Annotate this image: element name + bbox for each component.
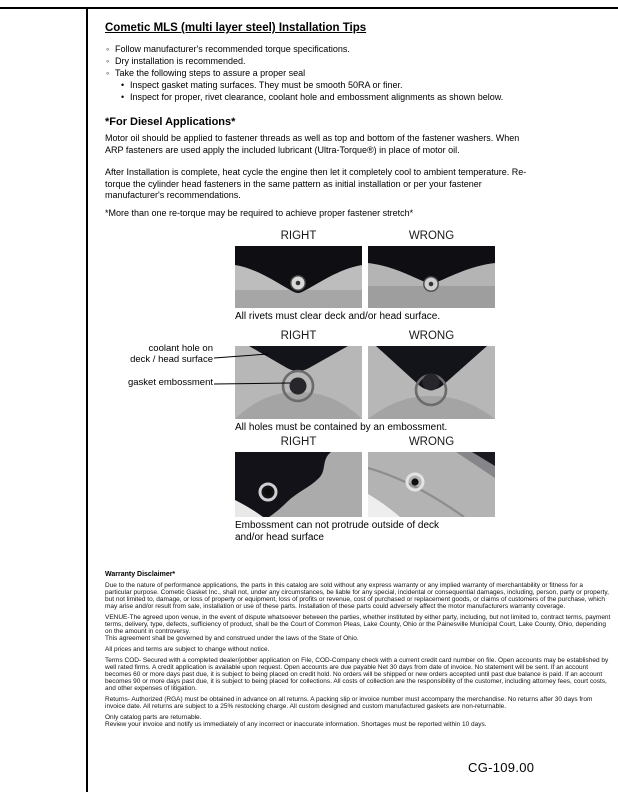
page-top-border xyxy=(0,7,618,9)
warranty-paragraph: All prices and terms are subject to change without notice. xyxy=(105,646,270,653)
rivet-right-cell xyxy=(235,230,362,308)
right-label: RIGHT xyxy=(280,330,317,342)
coolant-hole-callout xyxy=(100,343,213,365)
coolant-hole-figure-row xyxy=(235,330,495,433)
warranty-paragraph: Returns- Authorized (RGA) must be obtained in advance on all returns. A packing slip or invoice number must accompany the merchandise. No returns after 30 days from invoice date. All returns are subject to a 25% restocking charge. All custom designed and custom manufactured gaskets are non-returnable. xyxy=(105,696,593,710)
rivet-wrong-cell xyxy=(368,230,495,308)
wrong-label: WRONG xyxy=(408,330,455,342)
tip-subitem: • Inspect gasket mating surfaces. They must be smooth 50RA or finer. xyxy=(121,79,546,91)
page-left-border xyxy=(86,7,88,792)
warranty-paragraph: This agreement shall be governed by and construed under the laws of the State of Ohio. xyxy=(105,635,359,642)
rivet-wrong-photo xyxy=(368,246,495,308)
rivet-right-photo xyxy=(235,246,362,308)
coolant-caption: All holes must be contained by an embossment. xyxy=(235,422,448,433)
tip-item: ◦ Take the following steps to assure a proper seal xyxy=(106,67,546,79)
coolant-right-cell xyxy=(235,330,362,419)
coolant-hole-callout-line1: coolant hole on xyxy=(148,343,213,354)
tip-subitem: • Inspect for proper, rivet clearance, coolant hole and embossment alignments as shown below. xyxy=(121,91,546,103)
installation-tips-list xyxy=(106,43,546,103)
wrong-label: WRONG xyxy=(408,230,455,242)
right-label: RIGHT xyxy=(280,436,317,448)
coolant-hole-right-photo xyxy=(235,346,362,419)
diesel-paragraph-motor-oil: Motor oil should be applied to fastener threads as well as top and bottom of the fastener washers. When ARP fasteners are used apply the included lubricant (Ultra-Torque®) in place of motor oil. xyxy=(105,133,520,155)
gasket-embossment-callout: gasket embossment xyxy=(127,377,213,388)
rivet-figure-row xyxy=(235,230,495,322)
retorque-note: *More than one re-torque may be required to achieve proper fastener stretch* xyxy=(105,208,414,218)
embossment-wrong-photo xyxy=(368,452,495,517)
coolant-hole-wrong-photo xyxy=(368,346,495,419)
diesel-paragraph-heat-cycle: After Installation is complete, heat cycle the engine then let it completely cool to ambient temperature. Re-torque the cylinder head fasteners in the same pattern as initial installation or per your fastener manufacturer's recommendations. xyxy=(105,167,527,200)
page-code: CG-109.00 xyxy=(468,760,535,775)
tip-item: ◦ Dry installation is recommended. xyxy=(106,55,546,67)
warranty-section xyxy=(105,571,611,732)
coolant-hole-callout-line2: deck / head surface xyxy=(130,354,213,365)
warranty-paragraph: Due to the nature of performance applications, the parts in this catalog are sold without any express warranty or any implied warranty of merchantability or fitness for a particular purpose. Cometic Gasket Inc., shall not, under any circumstances, be liable for any special, incidental or consequential damages, including, person, party or property, but not limited to, damage, or loss of property or equipment, loss of profits or revenue, cost of purchased or replacement goods, or claims of customers of the purchase, which may arise and/or result from sale, installation or use of these parts. Installation of these parts could adversely affect the motor manufacturers warranty coverage. xyxy=(105,582,609,610)
embossment-caption: Embossment can not protrude outside of deck and/or head surface xyxy=(235,520,440,543)
warranty-paragraph: Only catalog parts are returnable. xyxy=(105,714,202,721)
diesel-applications-heading: *For Diesel Applications* xyxy=(105,116,236,128)
warranty-paragraph: Terms COD- Secured with a completed dealer/jobber application on File, COD-Company check with a current credit card number on file. Open accounts may be established by well rated firms. A credit application is available upon request. Open accounts are due payable Net 30 days from date of invoice. No statement will be sent. If an account becomes 60 or more days past due, it is subject to being placed on credit hold. No orders will be shipped or new orders accepted until past due balance is paid. If an account becomes 90 or more days past due, it is subject to being placed for collections. All costs of collection are the responsibility of the customer, including attorney fees, court costs, and other expenses of litigation. xyxy=(105,657,609,692)
warranty-paragraph: VENUE-The agreed upon venue, in the event of dispute whatsoever between the parties, whether instituted by either party, including, but not limited to, contract terms, payment terms, delivery, type, defects, sufficiency of product, shall be the Court of Common Pleas, Lake County, Ohio or the Painesville Municipal Court, Lake County, Ohio, depending on the amount in controversy. xyxy=(105,614,611,635)
embossment-right-cell xyxy=(235,436,362,517)
warranty-paragraph: Review your invoice and notify us immediately of any incorrect or inaccurate information. Shortages must be reported within 10 days. xyxy=(105,721,487,728)
wrong-label: WRONG xyxy=(408,436,455,448)
embossment-wrong-cell xyxy=(368,436,495,517)
embossment-right-photo xyxy=(235,452,362,517)
rivet-caption: All rivets must clear deck and/or head surface. xyxy=(235,311,441,322)
page-title: Cometic MLS (multi layer steel) Installation Tips xyxy=(105,22,367,34)
right-label: RIGHT xyxy=(280,230,317,242)
tip-item: ◦ Follow manufacturer's recommended torque specifications. xyxy=(106,43,546,55)
coolant-wrong-cell xyxy=(368,330,495,419)
figures-section xyxy=(235,230,495,548)
warranty-heading: Warranty Disclaimer* xyxy=(105,571,176,578)
embossment-figure-row xyxy=(235,436,495,544)
